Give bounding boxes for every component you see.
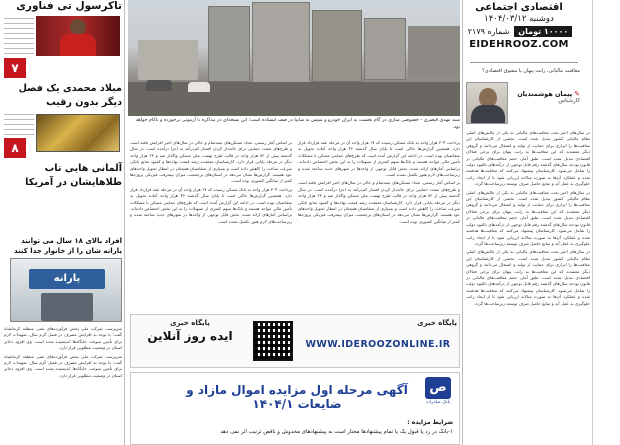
photo-caption-text: سید مهدی قیصری - خصوصی سازی در گام نخست به ایران خودرو و سپس به سایپا در صف ایستاده است؛ این نسخه‌ای در مذاکره با آزمونی برخورده و ناکام خواهد بود. xyxy=(135,118,460,130)
right-article-text-3: در سال‌های اخیر بحث معافیت‌های مالیاتی به یکی از چالش‌های اصلی نظام مالیاتی کشور تبدیل شده است. بخشی از کارشناسان این معافیت‌ها را ابزاری برای حمایت از تولید و اشتغال می‌دانند و گروهی دیگر معتقدند که این معافیت‌ها به رانت پنهان برای برخی فعالان اقتصادی تبدیل شده است. طبق آمار، حجم معافیت‌های مالیاتی در قانون بودجه سال‌های گذشته رقم قابل توجهی از درآمدهای بالقوه دولت را شامل می‌شود. کارشناسان پیشنهاد می‌کنند که معافیت‌ها هدفمند شده و عملکرد آن‌ها به صورت سالانه ارزیابی شود تا از ایجاد رانت جلوگیری به عمل آید و منابع حاصل صرف توسعه زیرساخت‌ها گردد. xyxy=(466,249,590,306)
right-article xyxy=(466,130,590,445)
column-rule-right xyxy=(462,0,463,445)
housing-photo xyxy=(128,0,460,116)
auction-conditions-title: شرایط مزایده : xyxy=(407,419,453,426)
center-article-left-text-2: پرداخت ۳۰۴ هزار واحد به بانک مسکن رسیده که ۱۷ هزار واحد آن در مرحله عقد قرارداد قرار دارد. همچنین گزارش‌ها حاکی است تا پایان سال گذشته ۴۶ هزار واحد آماده تحویل به متقاضیان بوده است. در ادامه این گزارش آمده است که طرح‌های حمایتی مسکن با مشکلات تأمین مالی مواجه هستند و بانک‌ها سهم کمتری از تسهیلات را به این بخش اختصاص داده‌اند. براساس آمارهای ارائه شده، بخش قابل توجهی از واحدها در شهرهای جدید ساخته شده و زیرساخت‌های لازم هنوز تکمیل نشده است. xyxy=(130,186,292,224)
left-bottom-article-text-2: سرپرست شرکت ملی پخش فرآورده‌های نفتی منطقه کرمانشاه گفت: با توجه به افزایش مصرف در فصل گرم سال، تمهیدات لازم برای تأمین سوخت جایگاه‌ها اندیشیده شده است. وی افزود ذخایر استان در وضعیت مطلوبی قرار دارد. xyxy=(4,353,122,378)
ad-left-block xyxy=(135,319,245,343)
right-edge-column xyxy=(592,0,620,445)
masthead-divider xyxy=(470,62,578,63)
ad-right-block xyxy=(299,319,457,350)
ad-right-label: پایگاه خبری xyxy=(417,319,457,327)
center-article-right-text-2: بر اساس آمار رسمی، تعداد مسکن‌های نیمه‌تمام و خالی در سال‌های اخیر افزایش یافته است و طرح‌های متعدد حمایتی برای خانه‌دار کردن اقشار کم‌درآمد به اجرا درآمده است. در سال گذشته بیش از ۸۲ هزار واحد در قالب طرح نهضت ملی مسکن واگذار شد و ۲۳ هزار واحد دیگر در مرحله پایانی قرار دارد. کارشناسان معتقدند رشد قیمت نهاده‌ها و کمبود منابع بانکی سرعت ساخت را کاهش داده است و بسیاری از متقاضیان همچنان در انتظار تحویل واحدهای خود هستند. گزارش‌ها نشان می‌دهد در استان‌های پرجمعیت میزان پیشرفت فیزیکی پروژه‌ها کمتر از میانگین کشوری بوده است. xyxy=(298,180,460,224)
left-item4-title[interactable]: افراد بالای ۱۸ سال می توانند یارانه شان را از خانوار جدا کنند xyxy=(14,237,122,255)
price-issue-row xyxy=(460,26,578,37)
football-photo xyxy=(36,16,120,56)
website-url[interactable]: EIDEHROOZ.COM xyxy=(469,39,569,50)
columnist-kicker: معافیت مالیاتی، رانت پنهان یا مشوق اقتصادی؟ xyxy=(482,68,580,74)
bank-logo-icon: ص xyxy=(425,377,451,399)
subsidy-sign-text: یارانه xyxy=(53,273,81,284)
photo-caption xyxy=(128,118,460,140)
columnist-photo xyxy=(466,82,508,124)
left-bottom-article xyxy=(4,326,122,445)
center-article-left-text: بر اساس آمار رسمی، تعداد مسکن‌های نیمه‌تمام و خالی در سال‌های اخیر افزایش یافته است و طرح‌های متعدد حمایتی برای خانه‌دار کردن اقشار کم‌درآمد به اجرا درآمده است. در سال گذشته بیش از ۸۲ هزار واحد در قالب طرح نهضت ملی مسکن واگذار شد و ۲۳ هزار واحد دیگر در مرحله پایانی قرار دارد. کارشناسان معتقدند رشد قیمت نهاده‌ها و کمبود منابع بانکی سرعت ساخت را کاهش داده است و بسیاری از متقاضیان همچنان در انتظار تحویل واحدهای خود هستند. گزارش‌ها نشان می‌دهد در استان‌های پرجمعیت میزان پیشرفت فیزیکی پروژه‌ها کمتر از میانگین کشوری بوده است. xyxy=(130,140,292,184)
auction-headline: آگهی مرحله اول مزایده اموال مازاد و ضایعات ۱۴۰۴/۱ xyxy=(186,383,408,411)
subsidy-photo xyxy=(10,258,122,322)
columnist-byline xyxy=(512,90,580,104)
issue-number: شماره ۲۱۷۹ xyxy=(467,27,510,36)
bank-name: بانک صادرات xyxy=(425,400,451,405)
car-icon xyxy=(146,80,172,91)
auction-ad xyxy=(130,372,460,445)
left-item3-title[interactable]: آلمانی هایی تاب طلاهایشان در آمریکا xyxy=(25,163,122,188)
masthead-date: دوشنبه ۱۴۰۴/۰۳/۱۲ xyxy=(484,14,554,24)
gold-photo xyxy=(36,114,120,152)
center-article-right-text: پرداخت ۳۰۴ هزار واحد به بانک مسکن رسیده که ۱۷ هزار واحد آن در مرحله عقد قرارداد قرار دارد. همچنین گزارش‌ها حاکی است تا پایان سال گذشته ۴۶ هزار واحد آماده تحویل به متقاضیان بوده است. در ادامه این گزارش آمده است که طرح‌های حمایتی مسکن با مشکلات تأمین مالی مواجه هستند و بانک‌ها سهم کمتری از تسهیلات را به این بخش اختصاص داده‌اند. براساس آمارهای ارائه شده، بخش قابل توجهی از واحدها در شهرهای جدید ساخته شده و زیرساخت‌های لازم هنوز تکمیل نشده است. xyxy=(298,140,460,178)
left-bottom-article-text: سرپرست شرکت ملی پخش فرآورده‌های نفتی منطقه کرمانشاه گفت: با توجه به افزایش مصرف در فصل گرم سال، تمهیدات لازم برای تأمین سوخت جایگاه‌ها اندیشیده شده است. وی افزود ذخایر استان در وضعیت مطلوبی قرار دارد. xyxy=(4,326,122,351)
left-item1-number: ۷ xyxy=(4,58,26,78)
right-article-text: در سال‌های اخیر بحث معافیت‌های مالیاتی به یکی از چالش‌های اصلی نظام مالیاتی کشور تبدیل شده است. بخشی از کارشناسان این معافیت‌ها را ابزاری برای حمایت از تولید و اشتغال می‌دانند و گروهی دیگر معتقدند که این معافیت‌ها به رانت پنهان برای برخی فعالان اقتصادی تبدیل شده است. طبق آمار، حجم معافیت‌های مالیاتی در قانون بودجه سال‌های گذشته رقم قابل توجهی از درآمدهای بالقوه دولت را شامل می‌شود. کارشناسان پیشنهاد می‌کنند که معافیت‌ها هدفمند شده و عملکرد آن‌ها به صورت سالانه ارزیابی شود تا از ایجاد رانت جلوگیری به عمل آید و منابع حاصل صرف توسعه زیرساخت‌ها گردد. xyxy=(466,130,590,187)
price-badge: ۱۰۰۰۰ تومان xyxy=(514,26,572,37)
masthead-category: اقتصادی اجتماعی xyxy=(475,2,563,13)
column-rule-left xyxy=(124,0,125,445)
ad-left-brand: ایده روز آنلاین xyxy=(147,329,233,343)
ideh-rooz-ad[interactable] xyxy=(130,314,460,368)
columnist-name: پیمان هوشمندیان xyxy=(517,90,573,98)
left-item2-number: ۸ xyxy=(4,138,26,158)
right-article-text-2: در سال‌های اخیر بحث معافیت‌های مالیاتی به یکی از چالش‌های اصلی نظام مالیاتی کشور تبدیل شده است. بخشی از کارشناسان این معافیت‌ها را ابزاری برای حمایت از تولید و اشتغال می‌دانند و گروهی دیگر معتقدند که این معافیت‌ها به رانت پنهان برای برخی فعالان اقتصادی تبدیل شده است. طبق آمار، حجم معافیت‌های مالیاتی در قانون بودجه سال‌های گذشته رقم قابل توجهی از درآمدهای بالقوه دولت را شامل می‌شود. کارشناسان پیشنهاد می‌کنند که معافیت‌ها هدفمند شده و عملکرد آن‌ها به صورت سالانه ارزیابی شود تا از ایجاد رانت جلوگیری به عمل آید و منابع حاصل صرف توسعه زیرساخت‌ها گردد. xyxy=(466,189,590,246)
ad-url[interactable]: WWW.IDEROOZONLINE.IR xyxy=(305,339,451,350)
left-item2-text-stub xyxy=(4,114,34,136)
left-item1-title[interactable]: تاکرسول تی فناوری xyxy=(16,0,122,12)
auction-conditions-line: ۱-بانک در رد یا قبول یک یا تمام پیشنهادها مختار است به پیشنهادهای مخدوش و ناقص ترتیب اثر نمی دهد xyxy=(220,429,453,435)
car-icon xyxy=(188,82,210,92)
masthead xyxy=(460,0,578,60)
left-item2-title[interactable]: میلاد محمدی یک فصل دیگر بدون رقیب xyxy=(18,83,122,108)
center-article-left xyxy=(130,140,292,312)
columnist-role: کارشناس xyxy=(558,98,580,104)
pen-icon: ✎ xyxy=(574,90,580,98)
ad-left-label: پایگاه خبری xyxy=(170,319,210,327)
bank-logo xyxy=(421,377,455,413)
columnist-box xyxy=(466,68,580,126)
qr-code-icon xyxy=(253,321,293,361)
center-article-right xyxy=(298,140,460,310)
left-item1-text-stub xyxy=(4,18,34,54)
